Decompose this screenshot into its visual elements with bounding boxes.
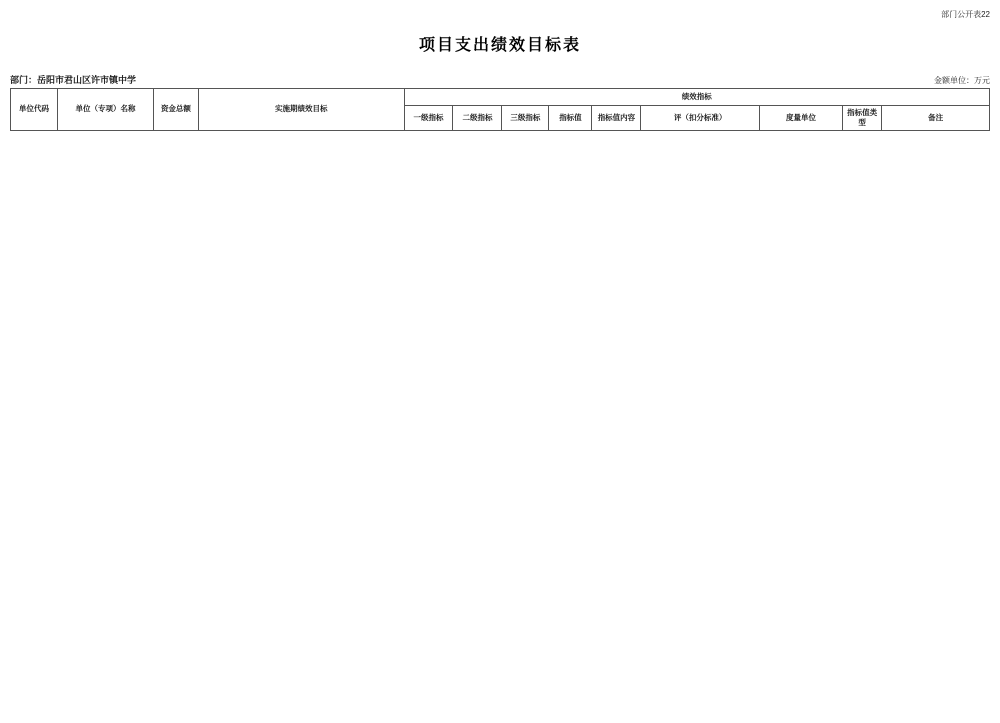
document-page [0, 0, 1000, 131]
col-header-value-type: 指标值类型 [843, 106, 882, 131]
col-header-unit-name: 单位（专项）名称 [57, 89, 153, 131]
col-header-total-amount: 资金总额 [153, 89, 198, 131]
corner-table-number: 部门公开表22 [941, 10, 990, 19]
col-header-content: 指标值内容 [592, 106, 641, 131]
table-header [11, 89, 990, 131]
col-header-l2: 二级指标 [453, 106, 502, 131]
performance-target-table [10, 88, 990, 131]
col-header-l3: 三级指标 [502, 106, 549, 131]
page-title: 项目支出绩效目标表 [418, 37, 581, 54]
col-header-unit: 度量单位 [759, 106, 842, 131]
col-header-l1: 一级指标 [404, 106, 453, 131]
col-header-unit-code: 单位代码 [11, 89, 58, 131]
col-header-period-goal: 实施期绩效目标 [198, 89, 404, 131]
department-label: 部门：岳阳市君山区许市镇中学 [10, 75, 137, 85]
meta-row [10, 73, 990, 86]
col-header-criteria: 评（扣分标准） [641, 106, 759, 131]
col-header-remark: 备注 [882, 106, 990, 131]
amount-unit-label: 金额单位：万元 [934, 76, 990, 85]
col-header-value: 指标值 [549, 106, 592, 131]
col-header-perf-group: 绩效指标 [404, 89, 989, 106]
